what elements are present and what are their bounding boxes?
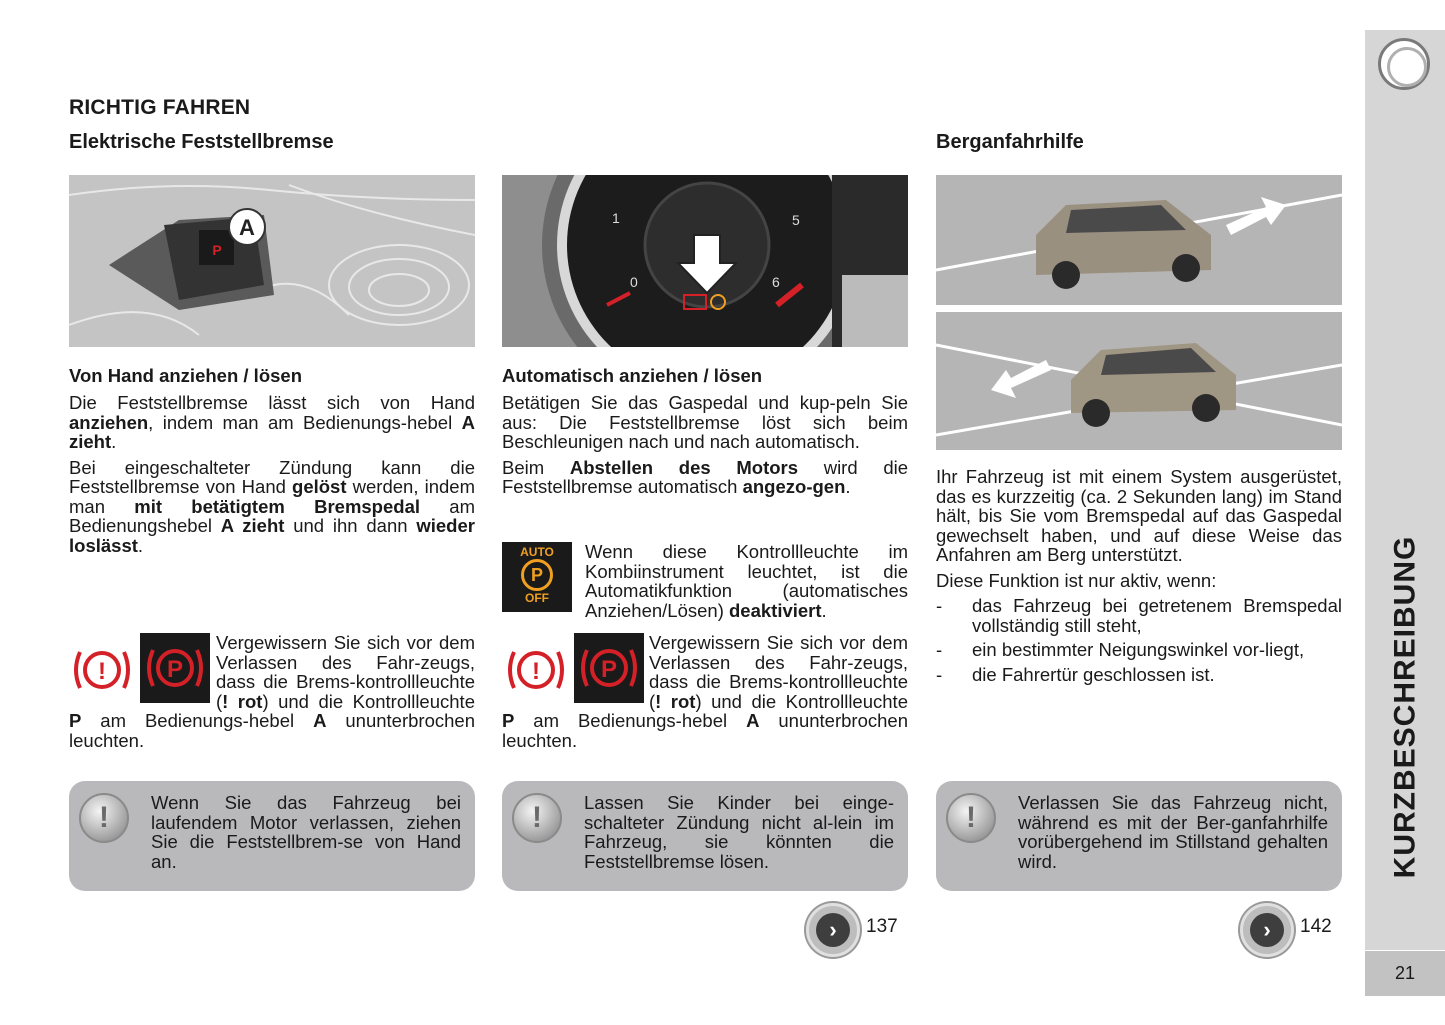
auto-off-lamp-icon: AUTO P OFF <box>502 542 572 612</box>
gauge-tick-0: 0 <box>630 274 638 290</box>
svg-text:P: P <box>166 656 184 683</box>
condition-item: - ein bestimmter Neigungswinkel vor-liegt, <box>936 639 1305 660</box>
column3-title: Berganfahrhilfe <box>936 131 1084 153</box>
column1-title: Elektrische Feststellbremse <box>69 131 334 153</box>
instrument-cluster-illustration <box>502 175 908 347</box>
manual-body: Die Feststellbremse lässt sich von Hand anziehen, indem man am Bedienungs-hebel A zieht. Bei eingeschalteter Zündung kann die Feststellbremse von Hand gelöst werden, indem man mit betätigtem Bremspedal am Bedienungshebel A zieht und ihn dann wieder loslässt. <box>69 392 475 556</box>
manual-subtitle: Von Hand anziehen / lösen <box>69 365 302 386</box>
parking-brake-lever-illustration <box>69 175 475 347</box>
warning-box-3 <box>936 781 1342 891</box>
svg-text:!: ! <box>98 658 106 685</box>
gauge-tick-6: 6 <box>772 274 780 290</box>
page-number: 21 <box>1365 951 1445 996</box>
warning-box-1 <box>69 781 475 891</box>
chapter-title: KURZBESCHREIBUNG <box>1388 535 1421 879</box>
hill-assist-body: Ihr Fahrzeug ist mit einem System ausgerüstet, das es kurzzeitig (ca. 2 Sekunden lang) im Stand hält, bis Sie vom Bremspedal auf das Gaspedal gewechselt haben, und auf diese Weise das Anfahren am Berg unterstützt. Diese Funktion ist nur aktiv, wenn: - das Fahrzeug bei getretenem Bremspedal vollständig still steht, - ein bestimmter Neigungswinkel vor-liegt, - die Fahrertür geschlossen ist. <box>936 466 1342 685</box>
warning-box-1-text: Wenn Sie das Fahrzeug bei laufendem Motor verlassen, ziehen Sie die Feststellbrem-se von Hand an. <box>151 792 461 872</box>
automatic-subtitle: Automatisch anziehen / lösen <box>502 365 763 386</box>
page-ref-137[interactable]: 137 <box>866 916 898 937</box>
chevron-right-icon: › <box>816 913 850 947</box>
hill-start-assist-illustration <box>936 175 1342 450</box>
exclamation-icon: ! <box>512 793 562 843</box>
chevron-right-icon: › <box>1250 913 1284 947</box>
svg-text:P: P <box>212 242 222 258</box>
auto-off-description: Wenn diese Kontrollleuchte im Kombiinstrument leuchtet, ist die Automatikfunktion (automatisches Anziehen/Lösen) deaktiviert. <box>585 541 908 621</box>
warning-box-3-text: Verlassen Sie das Fahrzeug nicht, während es mit der Ber-ganfahrhilfe vorübergehend im Stillstand gehalten wird. <box>1018 792 1328 872</box>
warning-box-2-text: Lassen Sie Kinder bei einge-schalteter Zündung nicht al-lein im Fahrzeug, sie könnten die Feststellbremse lösen. <box>584 792 894 872</box>
automatic-warning-text: Vergewissern Sie sich vor dem Verlassen des Fahr-zeugs, dass die Brems-kontrollleuchte (! rot) und die Kontrollleuchte P am Bedienungs-hebel A ununterbrochen leuchten. <box>502 632 908 751</box>
manual-warning-text: Vergewissern Sie sich vor dem Verlassen des Fahr-zeugs, dass die Brems-kontrollleuchte (! rot) und die Kontrollleuchte P am Bedienungs-hebel A ununterbrochen leuchten. <box>69 632 475 751</box>
lever-a-label: A <box>239 215 255 240</box>
svg-text:!: ! <box>532 658 540 685</box>
gauge-tick-5: 5 <box>792 212 800 228</box>
page-ref-142-button[interactable] <box>1240 903 1294 957</box>
section-heading: RICHTIG FAHREN <box>69 96 251 119</box>
svg-text:P: P <box>600 656 618 683</box>
gauge-tick-1: 1 <box>612 210 620 226</box>
exclamation-icon: ! <box>946 793 996 843</box>
warning-box-2 <box>502 781 908 891</box>
page-ref-142[interactable]: 142 <box>1300 916 1332 937</box>
condition-item: - die Fahrertür geschlossen ist. <box>936 663 1215 685</box>
page-ref-137-button[interactable] <box>806 903 860 957</box>
automatic-body: Betätigen Sie das Gaspedal und kup-peln Sie aus: Die Feststellbremse löst sich beim Beschleunigen nach und nach automatisch. Beim Abstellen des Motors wird die Feststellbremse automatisch angezo-gen. <box>502 392 909 497</box>
exclamation-icon: ! <box>79 793 129 843</box>
condition-item: - das Fahrzeug bei getretenem Bremspedal vollständig still steht, <box>936 595 1342 636</box>
